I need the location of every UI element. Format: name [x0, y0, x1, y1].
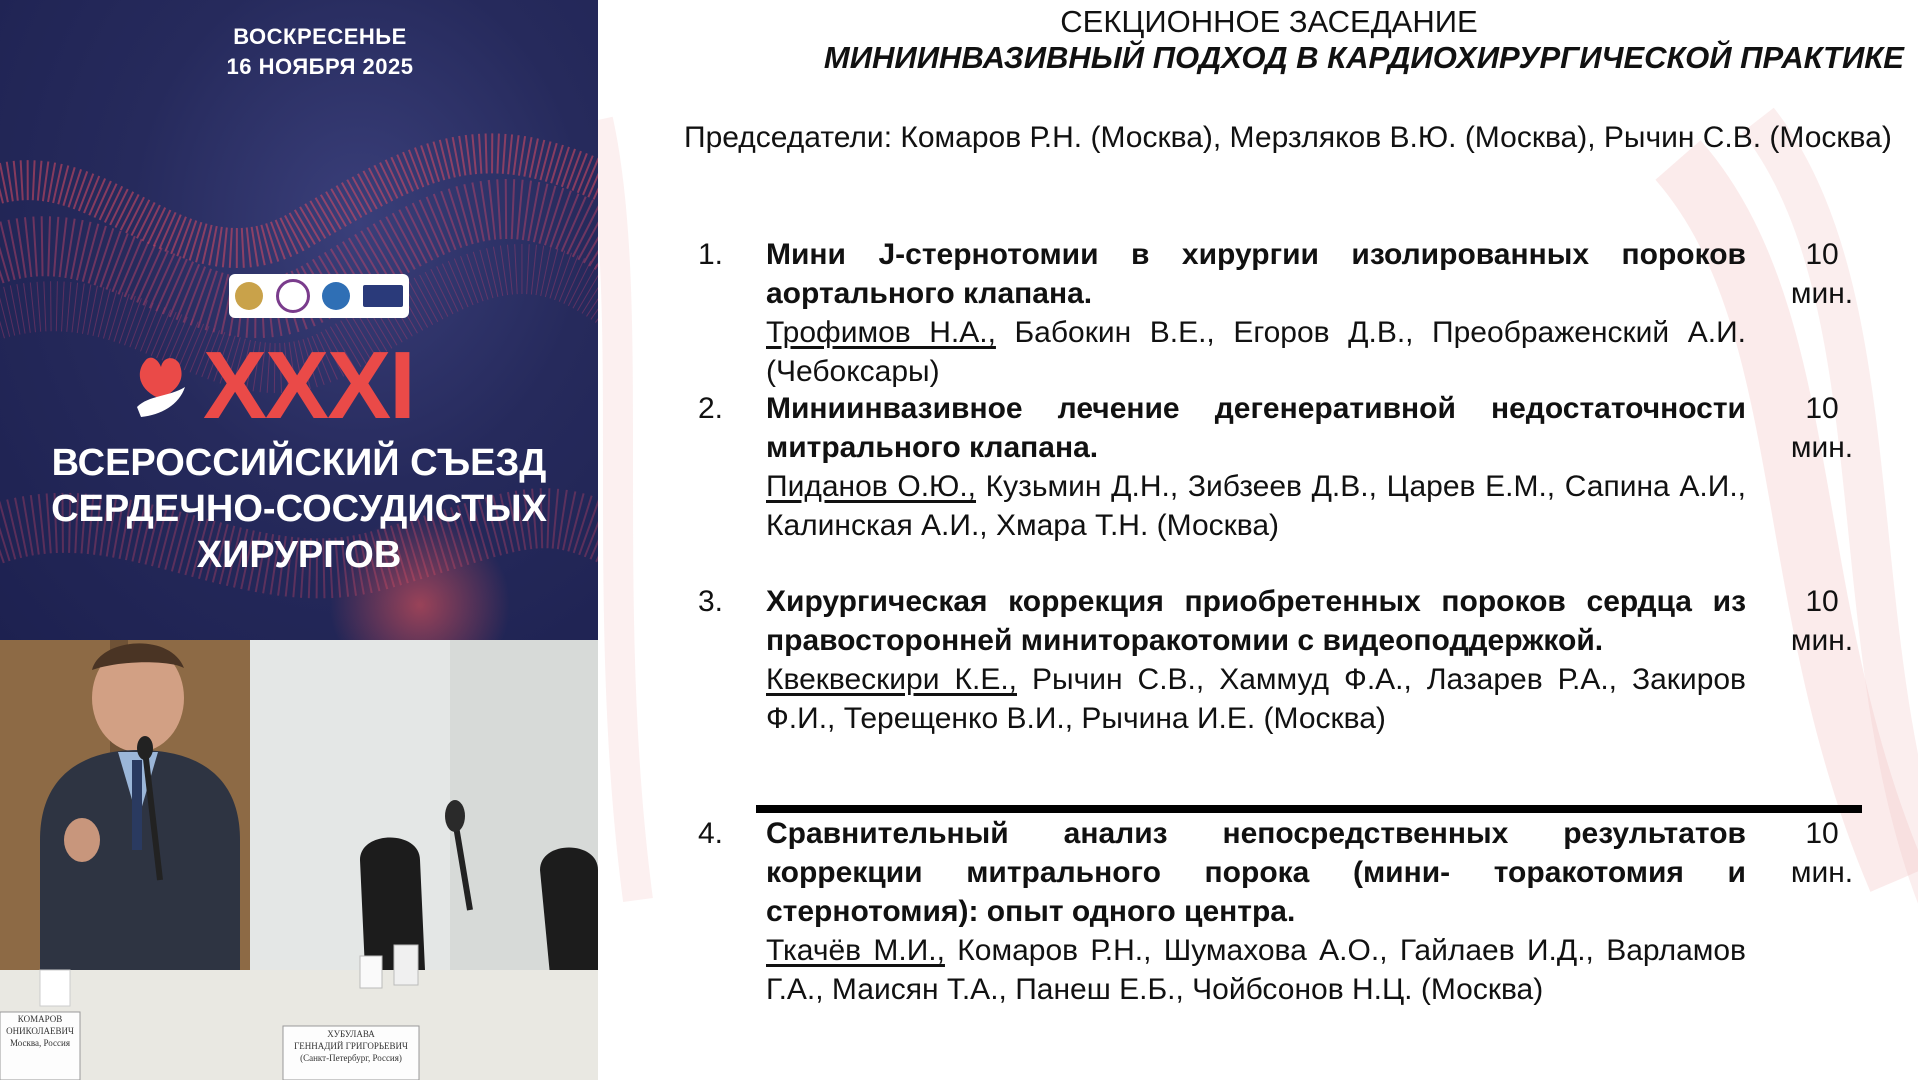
- co-authors: Комаров Р.Н., Шумахова А.О., Гайлаев И.Д., Варламов Г.А., Маисян Т.А., Панеш Е.Б., Чойбсонов Н.Ц. (Москва): [766, 934, 1746, 1006]
- item-number: 3.: [698, 585, 724, 618]
- item-authors: [766, 931, 1746, 1009]
- item-duration: [1776, 814, 1868, 892]
- nameplate-patronymic: ОНИКОЛАЕВИЧ: [6, 1026, 74, 1036]
- item-authors: [766, 467, 1746, 545]
- event-date-text: 16 НОЯБРЯ 2025: [226, 54, 414, 79]
- duration-value: 10: [1805, 585, 1839, 618]
- session-label: СЕКЦИОННОЕ ЗАСЕДАНИЕ: [1060, 4, 1478, 39]
- duration-value: 10: [1805, 392, 1839, 425]
- nameplate-city: (Санкт-Петербург, Россия): [300, 1053, 402, 1063]
- item-duration: [1776, 235, 1868, 313]
- session-title: МИНИИНВАЗИВНЫЙ ПОДХОД В КАРДИОХИРУРГИЧЕСКОЙ ПРАКТИКЕ: [823, 40, 1904, 75]
- duration-unit: мин.: [1790, 431, 1854, 464]
- item-duration: [1776, 389, 1868, 467]
- co-authors: Рычин С.В., Хаммуд Ф.А., Лазарев Р.А., Закиров Ф.И., Терещенко В.И., Рычина И.Е. (Москва): [766, 663, 1746, 735]
- congress-title-line: ВСЕРОССИЙСКИЙ СЪЕЗД: [51, 442, 547, 484]
- congress-banner: [0, 0, 598, 640]
- duration-unit: мин.: [1790, 624, 1854, 657]
- congress-title-line: ХИРУРГОВ: [196, 534, 402, 576]
- building-logo-icon: [363, 285, 403, 307]
- duration-unit: мин.: [1790, 856, 1854, 889]
- item-duration: [1776, 582, 1868, 660]
- co-authors: Кузьмин Д.Н., Зибзеев Д.В., Царев Е.М., Сапина А.И., Калинская А.И., Хмара Т.Н. (Москва): [766, 470, 1746, 542]
- congress-number: XXXI: [203, 332, 414, 439]
- nameplate-patronymic: ГЕННАДИЙ ГРИГОРЬЕВИЧ: [294, 1041, 408, 1051]
- heart-hand-icon: [135, 351, 189, 421]
- session-chairs: Председатели: Комаров Р.Н. (Москва), Мерзляков В.Ю. (Москва), Рычин С.В. (Москва): [684, 121, 1892, 154]
- item-number: 2.: [698, 392, 724, 425]
- event-date: [0, 22, 598, 82]
- item-number: 4.: [698, 817, 724, 850]
- nameplate-left: [0, 1013, 80, 1049]
- item-number: 1.: [698, 238, 724, 271]
- nameplate-right: [283, 1028, 419, 1064]
- institute-logo-icon: [322, 282, 350, 310]
- ministry-logo-icon: [235, 282, 263, 310]
- lead-author: Квеквескири К.Е.,: [766, 663, 1017, 696]
- nameplate-name: КОМАРОВ: [17, 1014, 63, 1024]
- event-day: ВОСКРЕСЕНЬЕ: [233, 24, 407, 49]
- lead-author: Пиданов О.Ю.,: [766, 470, 977, 503]
- society-logo-icon: [276, 279, 310, 313]
- item-title: Сравнительный анализ непосредственных результатов коррекции митрального порока (мини- торакотомия и стернотомия): опыт одного центра.: [766, 817, 1746, 928]
- congress-title: [0, 440, 598, 578]
- congress-title-line: СЕРДЕЧНО-СОСУДИСТЫХ: [51, 488, 547, 530]
- partner-logos: [229, 274, 409, 318]
- nameplate-city: Москва, Россия: [10, 1038, 70, 1048]
- lead-author: Ткачёв М.И.,: [766, 934, 945, 967]
- item-title: Хирургическая коррекция приобретенных пороков сердца из правосторонней миниторакотомии с видеоподдержкой.: [766, 585, 1746, 657]
- duration-value: 10: [1805, 238, 1839, 271]
- item-title: Мини J-стернотомии в хирургии изолированных пороков аортального клапана.: [766, 238, 1746, 310]
- item-authors: [766, 313, 1746, 391]
- nameplate-name: ХУБУЛАВА: [327, 1029, 375, 1039]
- section-divider: [756, 805, 1862, 813]
- duration-value: 10: [1805, 817, 1839, 850]
- presentation-slide: [598, 0, 1918, 1080]
- speaker-video-feed: [0, 640, 598, 1080]
- item-authors: [766, 660, 1746, 738]
- co-authors: Бабокин В.Е., Егоров Д.В., Преображенский А.И. (Чебоксары): [766, 316, 1746, 388]
- congress-number-block: [135, 332, 414, 439]
- duration-unit: мин.: [1790, 277, 1854, 310]
- lead-author: Трофимов Н.А.,: [766, 316, 996, 349]
- item-title: Миниинвазивное лечение дегенеративной недостаточности митрального клапана.: [766, 392, 1746, 464]
- video-scene: [0, 640, 598, 1080]
